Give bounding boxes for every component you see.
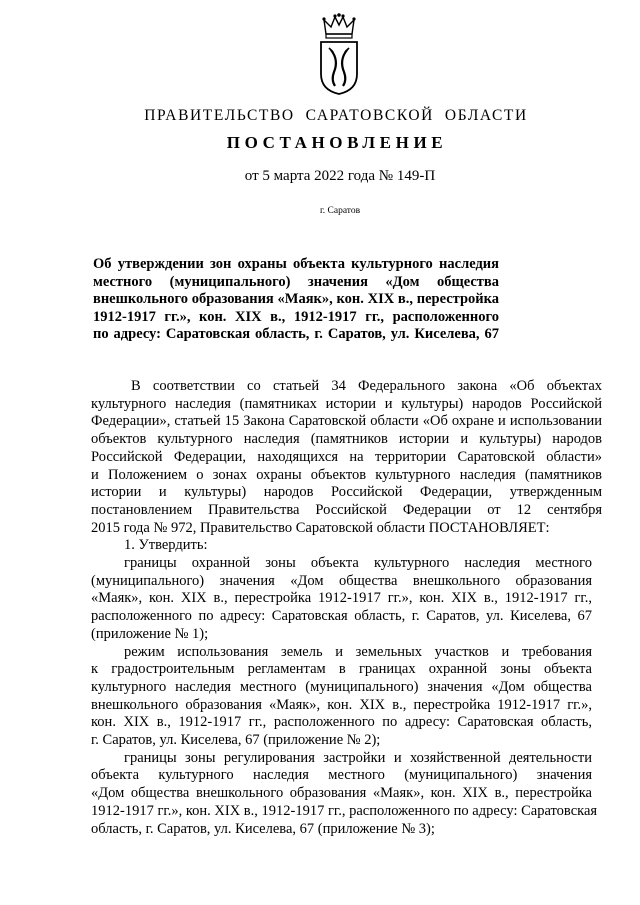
body-line: к градостроительным регламентам в границах охранной зоны объекта (91, 661, 592, 678)
title-line: Об утверждении зон охраны объекта культурного наследия (93, 256, 499, 272)
body-line: Российской Федерации, находящихся на территории Саратовской области» (91, 448, 602, 465)
body-line: постановлением Правительства Российской Федерации от 12 сентября (91, 501, 602, 518)
body-line: 1912-1917 гг.», кон. XIX в., 1912-1917 гг., расположенного по адресу: Саратовская (91, 802, 598, 819)
body-line: В соответствии со статьей 34 Федерального закона «Об объектах (131, 378, 602, 394)
body-line: «Дом общества внешкольного образования «Маяк», кон. XIX в., перестройка (91, 785, 592, 802)
body-line: (муниципального) значения «Дом общества внешкольного образования (91, 572, 592, 589)
body-line: 2015 года № 972, Правительство Саратовской области ПОСТАНОВЛЯЕТ: (91, 519, 550, 536)
body-line: границы охранной зоны объекта культурного наследия местного (124, 555, 592, 572)
body-line: расположенного по адресу: Саратовская область, г. Саратов, ул. Киселева, 67 (91, 608, 592, 625)
body-line: г. Саратов, ул. Киселева, 67 (приложение № 2); (91, 732, 381, 749)
body-line: 1. Утвердить: (124, 537, 208, 554)
body-line: «Маяк», кон. XIX в., перестройка 1912-1917 гг.», кон. XIX в., 1912-1917 гг., (91, 590, 592, 607)
body-line: кон. XIX в., 1912-1917 гг., расположенного по адресу: Саратовская область, (91, 714, 592, 731)
city: г. Саратов (319, 206, 361, 216)
government-name: ПРАВИТЕЛЬСТВО САРАТОВСКОЙ ОБЛАСТИ (144, 107, 528, 124)
title-line: внешкольного образования «Маяк», кон. XIX в., перестройка (93, 291, 499, 308)
body-line: границы зоны регулирования застройки и хозяйственной деятельности (124, 749, 592, 766)
body-line: область, г. Саратов, ул. Киселева, 67 (приложение № 3); (91, 820, 435, 837)
body-line: внешкольного образования «Маяк», кон. XIX в., перестройка 1912-1917 гг.», (91, 696, 592, 713)
title-line: 1912-1917 гг.», кон. XIX в., 1912-1917 гг., расположенного (93, 308, 499, 325)
document-body (91, 378, 602, 838)
saratov-coat-of-arms-icon (318, 12, 360, 96)
body-line: объектов культурного наследия (памятников истории и культуры) народов (91, 431, 602, 448)
body-line: режим использования земель и земельных участков и требования (124, 643, 592, 660)
body-line: культурного наследия (памятниках истории и культуры) народов Российской (91, 395, 602, 412)
body-line: Федерации», статьей 15 Закона Саратовской области «Об охране и использовании (91, 413, 602, 430)
title-line: местного (муниципального) значения «Дом общества (93, 273, 499, 290)
body-line: истории и культуры) народов Российской Федерации, утвержденным (91, 484, 602, 501)
document-type: ПОСТАНОВЛЕНИЕ (226, 133, 448, 152)
body-line: объекта культурного наследия местного (муниципального) значения (91, 767, 592, 784)
body-line: и Положением о зонах охраны объектов культурного наследия (памятников (91, 466, 602, 483)
body-line: культурного наследия местного (муниципального) значения «Дом общества (91, 678, 592, 695)
title-line: по адресу: Саратовская область, г. Саратов, ул. Киселева, 67 (93, 326, 499, 343)
document-title (93, 256, 499, 344)
body-line: (приложение № 1); (91, 625, 209, 642)
date-and-number: от 5 марта 2022 года № 149-П (244, 168, 436, 184)
